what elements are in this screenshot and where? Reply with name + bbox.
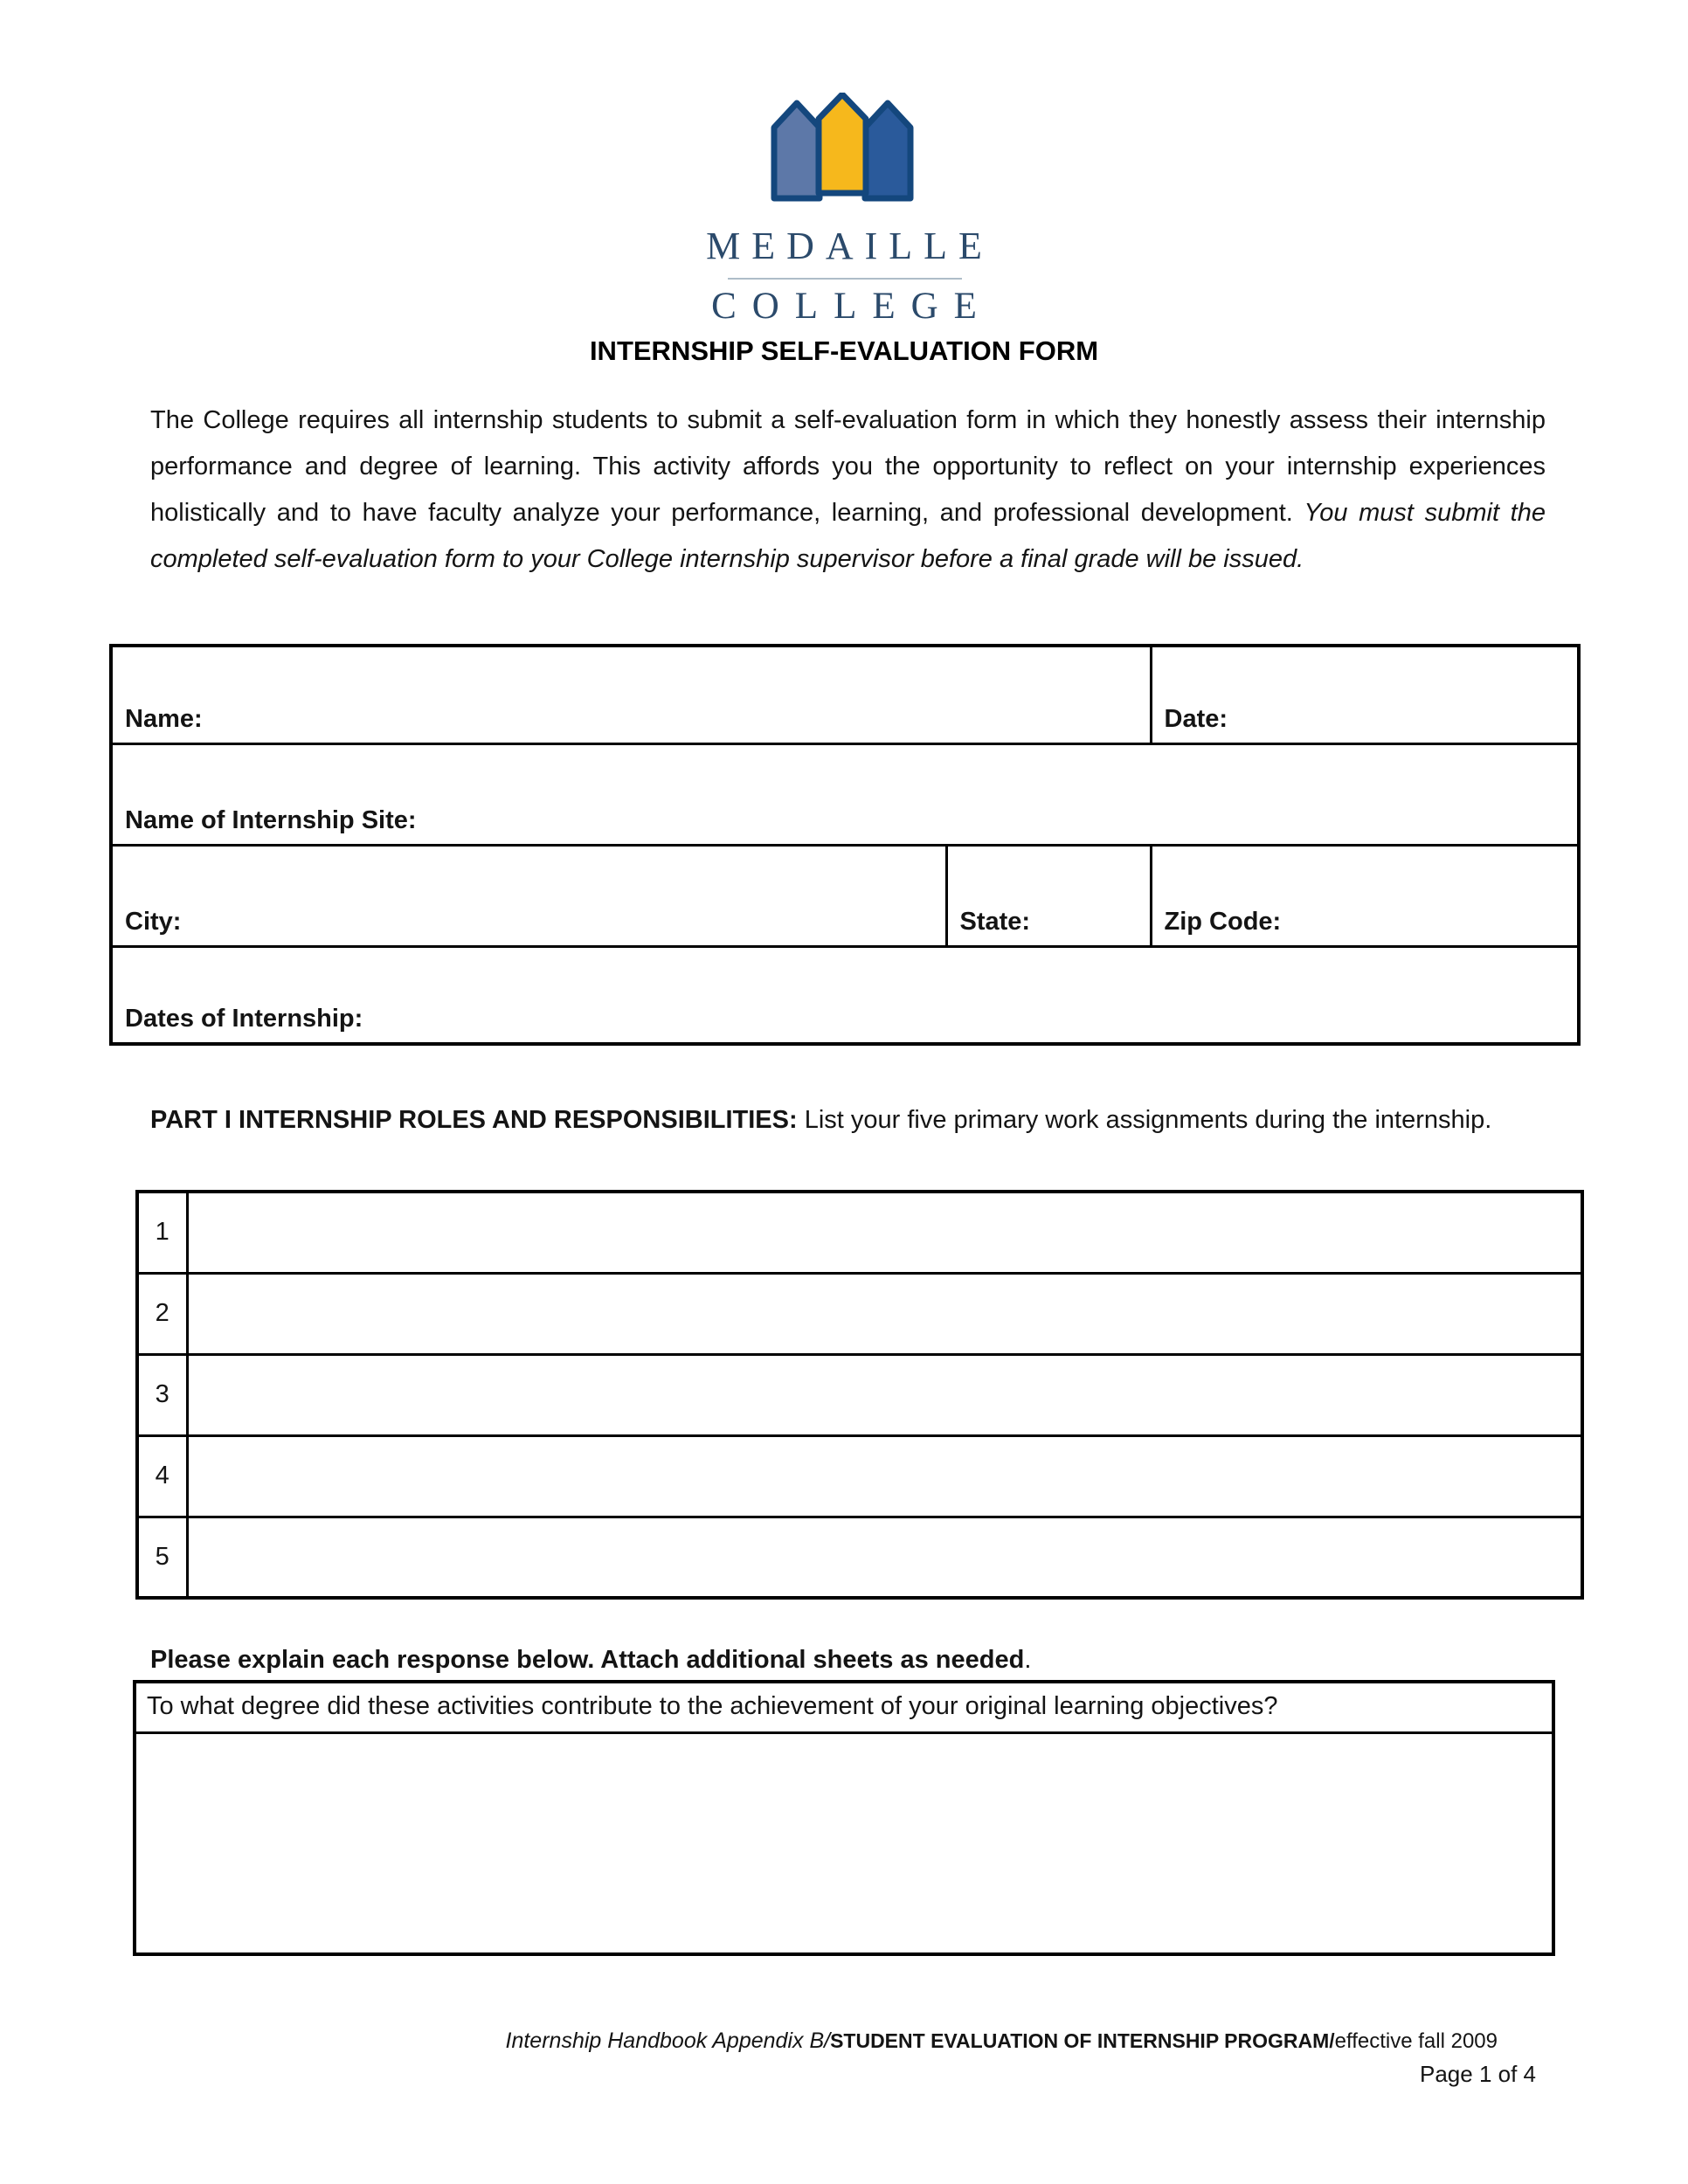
table-row [111,743,1579,845]
logo-middle-post-icon [819,94,866,193]
assignment-5-input[interactable] [187,1517,1582,1598]
table-row [111,646,1579,743]
assignment-row-number: 4 [137,1435,187,1517]
table-row [111,845,1579,946]
intro-paragraph [150,397,1546,583]
part1-heading-regular: List your five primary work assignments during the internship. [797,1106,1492,1134]
table-row [137,1517,1582,1598]
college-wordmark-line1: MEDAILLE [706,225,993,267]
footer-bold-segment: STUDENT EVALUATION OF INTERNSHIP PROGRAM/ [830,2029,1335,2052]
table-row [137,1354,1582,1435]
state-label: State: [959,907,1031,936]
learning-objectives-question: To what degree did these activities contribute to the achievement of your original learning objectives? [135,1682,1553,1733]
assignment-4-input[interactable] [187,1435,1582,1517]
zip-code-label: Zip Code: [1164,907,1282,936]
name-field[interactable] [111,646,1151,743]
footer-source-line [0,2028,1536,2054]
explain-section-heading [150,1646,1031,1675]
assignment-1-input[interactable] [187,1192,1582,1273]
work-assignments-table [135,1190,1584,1600]
assignment-row-number: 2 [137,1273,187,1354]
part1-section-heading [150,1097,1546,1144]
internship-site-label: Name of Internship Site: [125,805,417,834]
city-field[interactable] [111,845,946,946]
table-row [137,1435,1582,1517]
footer-italic-segment: Internship Handbook Appendix B/ [505,2028,831,2053]
explain-heading-period: . [1024,1646,1032,1674]
assignment-2-input[interactable] [187,1273,1582,1354]
logo-left-post-icon [774,103,820,198]
table-row [135,1682,1553,1733]
assignment-row-number: 1 [137,1192,187,1273]
city-label: City: [125,907,182,936]
internship-info-table [109,644,1581,1046]
part1-heading-bold: PART I INTERNSHIP ROLES AND RESPONSIBILITIES: [150,1106,798,1134]
college-wordmark-line2: COLLEGE [711,286,993,327]
assignment-row-number: 5 [137,1517,187,1598]
internship-dates-label: Dates of Internship: [125,1005,363,1033]
state-field[interactable] [946,845,1151,946]
page-footer [0,2028,1536,2088]
page-title: INTERNSHIP SELF-EVALUATION FORM [589,335,1099,366]
learning-objectives-answer-input[interactable] [135,1733,1553,1955]
logo-right-post-icon [865,103,910,198]
explain-heading-bold: Please explain each response below. Attach additional sheets as needed [150,1646,1025,1674]
name-label: Name: [125,704,203,733]
table-row [111,946,1579,1044]
table-row [137,1273,1582,1354]
assignment-3-input[interactable] [187,1354,1582,1435]
internship-dates-field[interactable] [111,946,1579,1044]
page-number: Page 1 of 4 [1420,2061,1536,2087]
date-field[interactable] [1151,646,1579,743]
table-row [135,1733,1553,1955]
date-label: Date: [1164,704,1228,733]
intro-regular-text: The College requires all internship students to submit a self-evaluation form in which they honestly assess their internship performance and degree of learning. This activity affords you the opportunity to reflect on your internship experiences holistically and to have faculty analyze your performance, learning, and professional development. [150,406,1546,527]
learning-objectives-question-box [133,1680,1555,1956]
zip-code-field[interactable] [1151,845,1579,946]
internship-site-field[interactable] [111,743,1579,845]
medaille-college-logo-icon [769,93,919,204]
footer-regular-segment: effective fall 2009 [1334,2029,1498,2053]
assignment-row-number: 3 [137,1354,187,1435]
wordmark-divider [728,278,962,280]
intro-italic-text: You must submit the completed self-evaluation form to your College internship supervisor before a final grade will be issued. [150,499,1546,573]
table-row [137,1192,1582,1273]
